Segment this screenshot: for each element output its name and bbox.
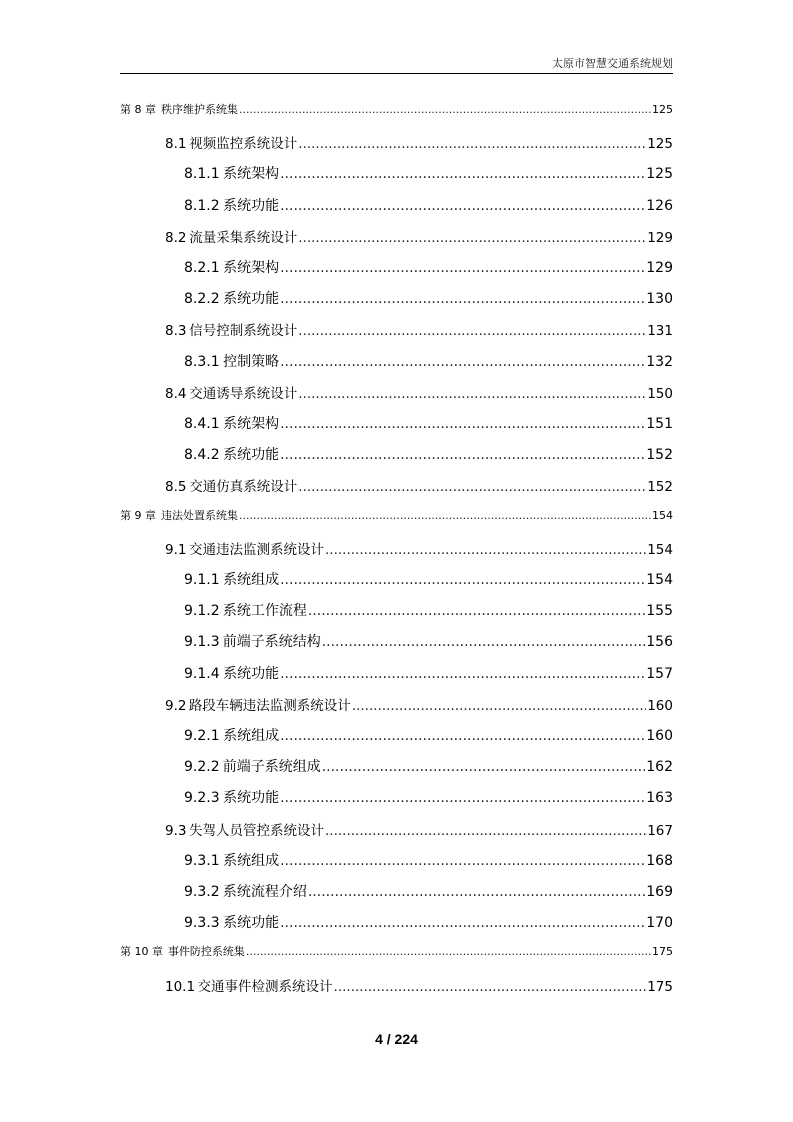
toc-entry-number: 9.3.2 <box>184 884 220 900</box>
toc-chapter-entry[interactable] <box>120 507 673 523</box>
toc-entry-page: 175 <box>647 978 673 995</box>
toc-entry-title: 流量采集系统设计 <box>189 229 298 246</box>
toc-entry-number: 10.1 <box>165 978 196 995</box>
toc-entry-page: 125 <box>647 136 673 153</box>
toc-entry-number: 8.3 <box>165 323 187 340</box>
toc-entry-page: 152 <box>647 479 673 496</box>
toc-entry[interactable] <box>184 663 673 683</box>
toc-entry[interactable] <box>165 226 673 246</box>
toc-dot-leader <box>298 479 646 495</box>
toc-chapter-entry[interactable] <box>120 943 673 959</box>
page-current: 4 <box>375 1031 383 1047</box>
toc-entry-number: 8.4 <box>165 385 187 402</box>
toc-dot-leader <box>280 790 645 806</box>
toc-entry[interactable] <box>184 725 673 745</box>
toc-entry-title: 系统组成 <box>223 728 280 744</box>
page-number <box>0 1031 793 1047</box>
toc-entry-page: 150 <box>647 385 673 402</box>
toc-entry[interactable] <box>165 132 673 152</box>
toc-entry[interactable] <box>184 850 673 870</box>
toc-entry-page: 175 <box>652 945 673 959</box>
toc-entry-page: 152 <box>646 447 673 464</box>
toc-entry-title: 系统功能 <box>223 291 280 308</box>
toc-dot-leader <box>298 386 646 402</box>
toc-entry[interactable] <box>165 975 673 995</box>
toc-entry-number: 9.1.2 <box>184 603 220 620</box>
toc-entry-number: 8.1.2 <box>184 197 220 214</box>
toc-entry-number: 第 8 章 <box>120 103 156 116</box>
toc-entry[interactable] <box>165 819 673 839</box>
toc-dot-leader <box>280 728 645 744</box>
toc-entry[interactable] <box>165 382 673 402</box>
toc-entry[interactable] <box>184 881 673 901</box>
toc-dot-leader <box>280 291 645 307</box>
toc-entry-title: 交通诱导系统设计 <box>189 385 298 402</box>
toc-entry[interactable] <box>184 288 673 308</box>
toc-entry-page: 130 <box>646 291 673 308</box>
toc-entry-title: 交通违法监测系统设计 <box>189 541 325 558</box>
toc-entry-title: 交通仿真系统设计 <box>189 479 298 496</box>
toc-dot-leader <box>308 884 645 900</box>
toc-entry-page: 125 <box>646 166 673 183</box>
toc-entry-number: 9.1.3 <box>184 634 220 651</box>
toc-entry-page: 129 <box>647 229 673 246</box>
toc-entry-page: 160 <box>647 697 673 714</box>
toc-entry-title: 系统架构 <box>223 260 280 276</box>
toc-entry[interactable] <box>184 600 673 620</box>
toc-entry-page: 154 <box>646 572 673 588</box>
toc-entry-page: 132 <box>646 353 673 370</box>
toc-entry-title: 控制策略 <box>223 353 280 370</box>
toc-entry-page: 125 <box>652 103 673 116</box>
toc-entry-number: 8.2 <box>165 229 187 246</box>
toc-entry-title: 系统架构 <box>223 166 280 183</box>
toc-entry-number: 8.4.1 <box>184 416 220 432</box>
toc-entry-page: 154 <box>647 541 673 558</box>
toc-entry-title: 系统架构 <box>223 416 280 432</box>
toc-dot-leader <box>352 698 646 714</box>
toc-dot-leader <box>280 260 645 276</box>
toc-entry-number: 8.1.1 <box>184 166 220 183</box>
toc-dot-leader <box>298 136 646 152</box>
toc-entry-title: 系统组成 <box>223 852 280 869</box>
toc-entry[interactable] <box>184 163 673 183</box>
toc-entry[interactable] <box>184 569 673 589</box>
toc-entry-title: 秩序维护系统集 <box>161 103 238 116</box>
toc-dot-leader <box>280 354 645 370</box>
toc-dot-leader <box>280 447 645 463</box>
toc-entry-title: 系统流程介绍 <box>222 884 307 900</box>
toc-entry-number: 第 9 章 <box>120 508 156 522</box>
toc-entry[interactable] <box>184 631 673 651</box>
toc-entry-title: 失驾人员管控系统设计 <box>189 822 325 839</box>
toc-entry-number: 9.2.2 <box>184 759 220 776</box>
toc-dot-leader <box>334 979 647 995</box>
toc-entry-number: 8.1 <box>165 136 187 153</box>
toc-entry-number: 9.1 <box>165 541 187 558</box>
toc-entry[interactable] <box>165 319 673 339</box>
toc-entry-title: 路段车辆违法监测系统设计 <box>188 697 351 714</box>
toc-entry-number: 9.2.1 <box>184 728 220 744</box>
toc-entry-page: 160 <box>646 728 673 744</box>
toc-entry[interactable] <box>184 257 673 277</box>
toc-entry-page: 156 <box>646 634 673 651</box>
toc-entry[interactable] <box>184 787 673 807</box>
toc-entry-number: 9.1.1 <box>184 572 220 588</box>
toc-entry-title: 系统工作流程 <box>222 603 307 620</box>
running-header-title: 太原市智慧交通系统规划 <box>552 57 673 70</box>
toc-entry-number: 8.3.1 <box>184 353 220 370</box>
toc-dot-leader <box>280 572 645 588</box>
toc-entry-title: 前端子系统组成 <box>222 759 321 776</box>
toc-dot-leader <box>280 416 645 432</box>
toc-entry[interactable] <box>165 694 673 714</box>
toc-entry-title: 系统功能 <box>223 915 280 932</box>
toc-entry[interactable] <box>184 351 673 371</box>
toc-dot-leader <box>280 166 645 182</box>
toc-dot-leader <box>298 230 646 246</box>
page-total: 224 <box>394 1031 418 1047</box>
toc-entry-title: 前端子系统结构 <box>222 634 321 651</box>
toc-entry-number: 9.3.1 <box>184 852 220 869</box>
toc-entry-page: 167 <box>647 822 673 839</box>
toc-dot-leader <box>298 323 646 339</box>
toc-entry-page: 162 <box>646 759 673 776</box>
toc-chapter-entry[interactable] <box>120 101 673 117</box>
toc-dot-leader <box>322 634 646 650</box>
toc-entry[interactable] <box>165 475 673 495</box>
toc-entry-page: 129 <box>646 260 673 276</box>
toc-entry-number: 8.4.2 <box>184 447 220 464</box>
toc-entry[interactable] <box>184 444 673 464</box>
toc-entry-number: 第 10 章 <box>120 945 163 959</box>
toc-dot-leader <box>325 823 646 839</box>
toc-entry[interactable] <box>184 756 673 776</box>
toc-entry-page: 151 <box>646 416 673 432</box>
toc-entry-number: 8.2.2 <box>184 291 220 308</box>
toc-entry-page: 169 <box>646 884 673 900</box>
toc-entry[interactable] <box>165 538 673 558</box>
toc-entry-number: 9.3.3 <box>184 915 220 932</box>
toc-dot-leader <box>280 198 645 214</box>
toc-entry-page: 163 <box>646 790 673 807</box>
toc-entry-number: 8.2.1 <box>184 260 220 276</box>
toc-entry-page: 168 <box>646 852 673 869</box>
toc-dot-leader <box>308 603 645 619</box>
toc-entry-number: 9.2 <box>165 697 187 714</box>
toc-entry-title: 系统功能 <box>223 790 280 807</box>
toc-dot-leader <box>325 542 646 558</box>
toc-dot-leader <box>246 945 651 958</box>
toc-entry-title: 违法处置系统集 <box>161 508 238 522</box>
toc-entry-title: 系统功能 <box>223 197 280 214</box>
header-rule <box>120 73 673 74</box>
toc-entry-number: 9.2.3 <box>184 790 220 807</box>
toc-entry-page: 155 <box>646 603 673 620</box>
toc-dot-leader <box>239 103 651 116</box>
toc-entry-number: 9.1.4 <box>184 665 220 682</box>
toc-entry-title: 系统功能 <box>223 665 280 682</box>
toc-entry-number: 8.5 <box>165 479 187 496</box>
toc-entry-title: 交通事件检测系统设计 <box>197 978 333 995</box>
page-separator: / <box>386 1031 391 1047</box>
toc-dot-leader <box>322 759 646 775</box>
toc-dot-leader <box>239 509 651 522</box>
toc-dot-leader <box>280 853 645 869</box>
toc-entry-title: 视频监控系统设计 <box>189 136 298 153</box>
toc-dot-leader <box>280 915 645 931</box>
toc-entry-number: 9.3 <box>165 822 187 839</box>
toc-entry-title: 系统功能 <box>223 447 280 464</box>
toc-entry-page: 131 <box>647 323 673 340</box>
toc-entry-page: 170 <box>646 915 673 932</box>
toc-dot-leader <box>280 666 645 682</box>
toc-entry[interactable] <box>184 912 673 932</box>
toc-entry[interactable] <box>184 195 673 215</box>
toc-entry-title: 系统组成 <box>223 572 280 588</box>
toc-entry-page: 157 <box>646 665 673 682</box>
toc-entry-page: 126 <box>646 197 673 214</box>
toc-entry[interactable] <box>184 413 673 433</box>
toc-entry-title: 信号控制系统设计 <box>189 323 298 340</box>
toc-entry-page: 154 <box>652 508 673 522</box>
toc-entry-title: 事件防控系统集 <box>167 945 245 959</box>
